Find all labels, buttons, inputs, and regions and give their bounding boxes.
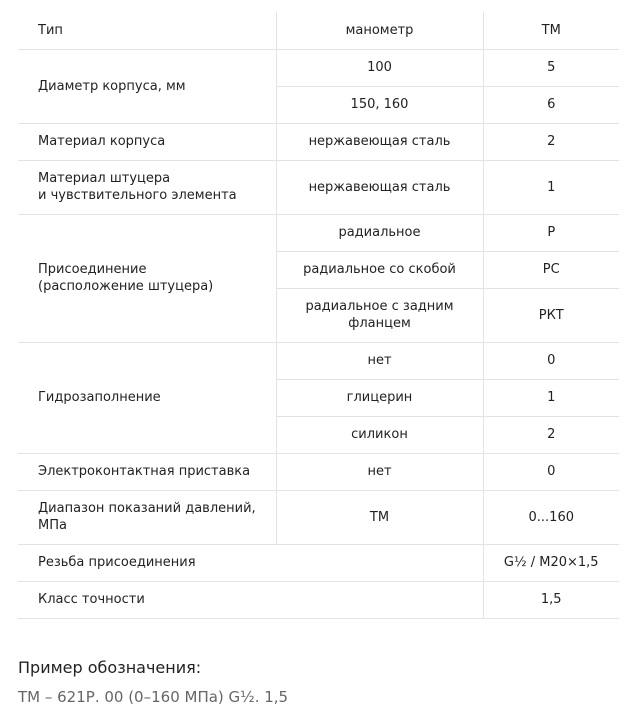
row-label-thread: Резьба присоединения — [18, 544, 483, 581]
row-value-electrocontact: нет — [276, 453, 483, 490]
table-row-body-material — [18, 123, 619, 160]
row-code-liquid-fill-none: 0 — [483, 342, 619, 379]
specification-table — [18, 12, 619, 619]
row-value-liquid-fill-none: нет — [276, 342, 483, 379]
row-code-connection-radial: Р — [483, 214, 619, 251]
row-code-diameter-150: 6 — [483, 86, 619, 123]
row-code-fitting-material: 1 — [483, 160, 619, 214]
row-code-liquid-fill-glycerin: 1 — [483, 379, 619, 416]
table-row-diameter — [18, 49, 619, 86]
row-label-body-material: Материал корпуса — [18, 123, 276, 160]
row-code-accuracy: 1,5 — [483, 581, 619, 618]
table-row-electrocontact — [18, 453, 619, 490]
row-code-connection-flange: РКТ — [483, 288, 619, 342]
row-label-connection: Присоединение (расположение штуцера) — [18, 214, 276, 342]
row-value-connection-radial: радиальное — [276, 214, 483, 251]
row-code-connection-bracket: РС — [483, 251, 619, 288]
row-value-diameter-150: 150, 160 — [276, 86, 483, 123]
row-value-liquid-fill-silicone: силикон — [276, 416, 483, 453]
example-designation: ТМ – 621Р. 00 (0–160 МПа) G½. 1,5 — [18, 688, 289, 706]
row-value-pressure-range: ТМ — [276, 490, 483, 544]
row-value-liquid-fill-glycerin: глицерин — [276, 379, 483, 416]
row-value-diameter-100: 100 — [276, 49, 483, 86]
row-label-type: Тип — [18, 12, 276, 49]
row-code-thread: G½ / M20×1,5 — [483, 544, 619, 581]
row-code-liquid-fill-silicone: 2 — [483, 416, 619, 453]
row-label-fitting-material: Материал штуцера и чувствительного элемента — [18, 160, 276, 214]
row-code-type: ТМ — [483, 12, 619, 49]
table-row-liquid-fill — [18, 342, 619, 379]
table-row-connection — [18, 214, 619, 251]
row-label-liquid-fill: Гидрозаполнение — [18, 342, 276, 453]
row-value-fitting-material: нержавеющая сталь — [276, 160, 483, 214]
row-label-pressure-range: Диапазон показаний давлений, МПа — [18, 490, 276, 544]
table-row-accuracy — [18, 581, 619, 618]
row-code-diameter-100: 5 — [483, 49, 619, 86]
table-row-pressure-range — [18, 490, 619, 544]
table-row-thread — [18, 544, 619, 581]
row-code-electrocontact: 0 — [483, 453, 619, 490]
table-row-fitting-material — [18, 160, 619, 214]
row-label-accuracy: Класс точности — [18, 581, 483, 618]
example-heading: Пример обозначения: — [18, 658, 202, 677]
row-code-pressure-range: 0...160 — [483, 490, 619, 544]
row-value-type: манометр — [276, 12, 483, 49]
row-value-body-material: нержавеющая сталь — [276, 123, 483, 160]
row-value-connection-bracket: радиальное со скобой — [276, 251, 483, 288]
row-label-diameter: Диаметр корпуса, мм — [18, 49, 276, 123]
table-row-type — [18, 12, 619, 49]
row-code-body-material: 2 — [483, 123, 619, 160]
row-value-connection-flange: радиальное с задним фланцем — [276, 288, 483, 342]
row-label-electrocontact: Электроконтактная приставка — [18, 453, 276, 490]
